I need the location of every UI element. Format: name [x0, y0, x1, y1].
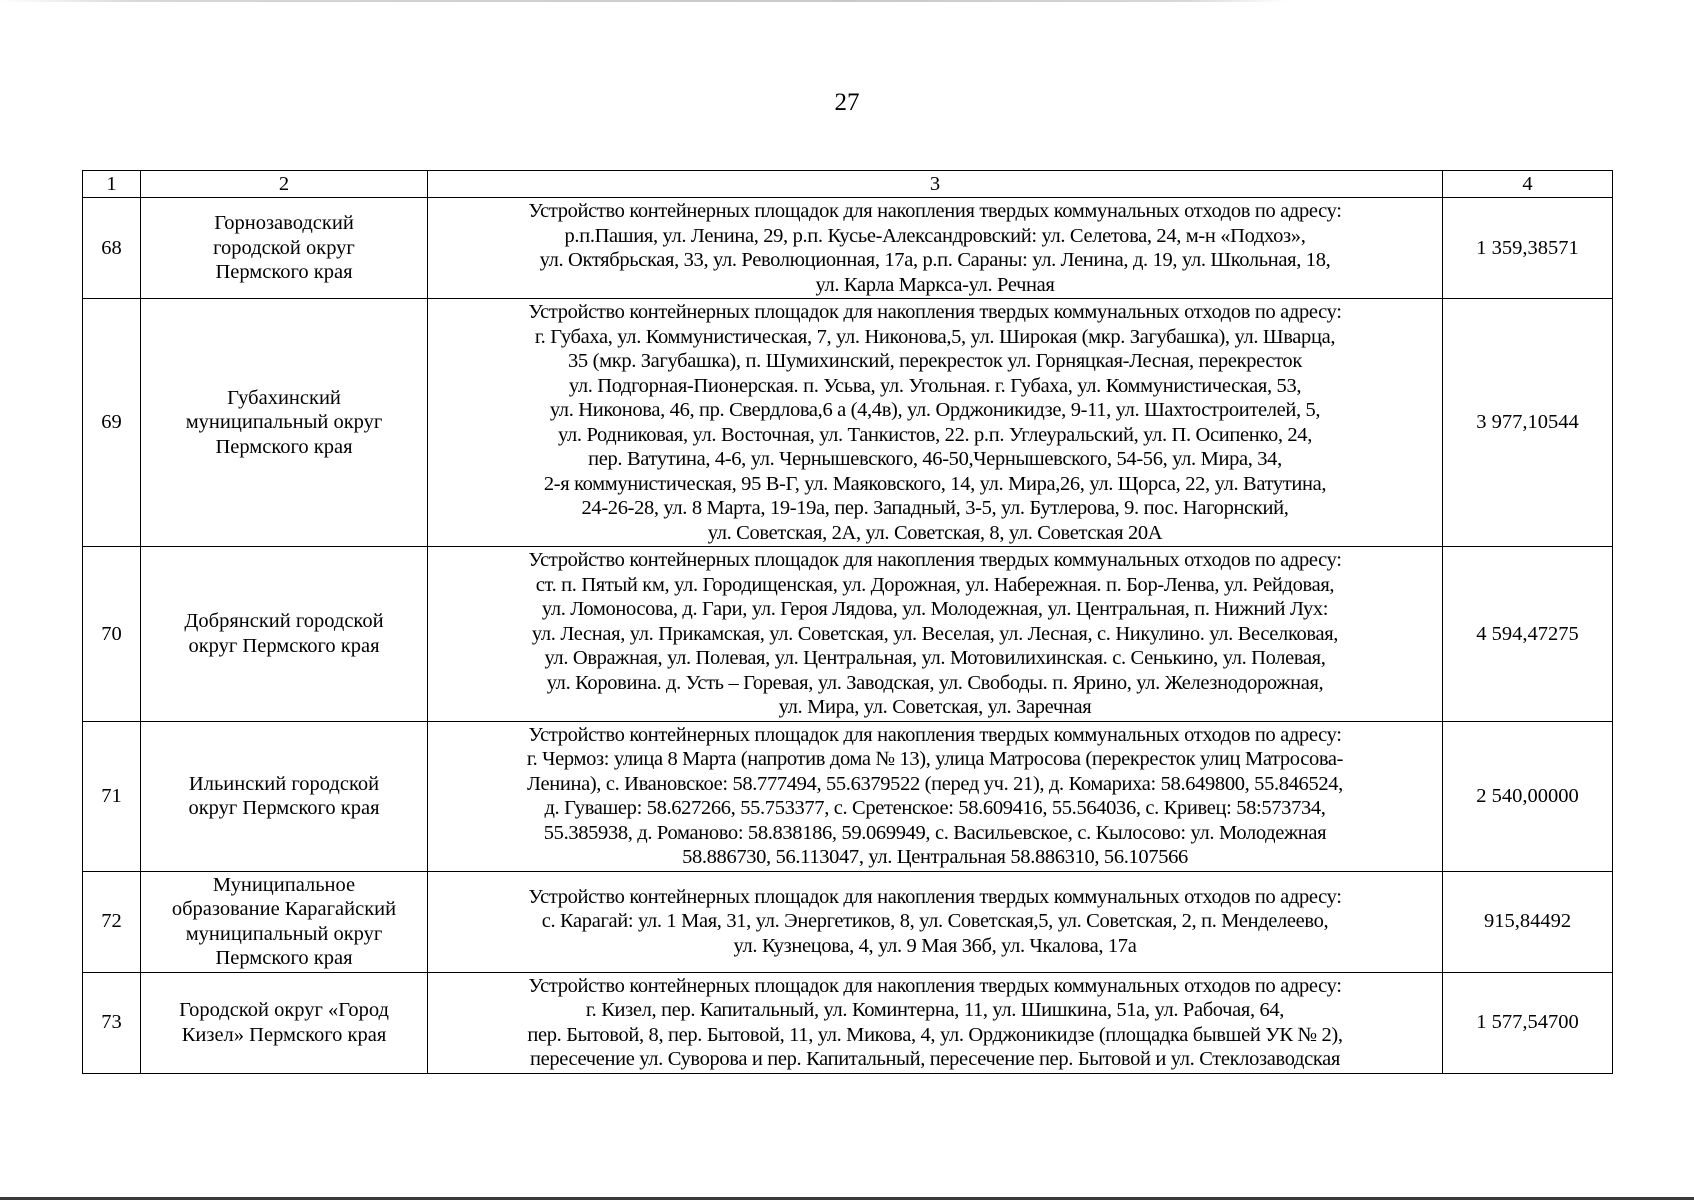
- description-line: ул. Карла Маркса-ул. Речная: [815, 273, 1055, 296]
- description-line: Устройство контейнерных площадок для накопления твердых коммунальных отходов по адресу:: [528, 723, 1342, 746]
- amount-cell: 4 594,47275: [1443, 547, 1613, 722]
- header-cell-3: 3: [428, 171, 1443, 198]
- description-line: Устройство контейнерных площадок для накопления твердых коммунальных отходов по адресу:: [528, 301, 1342, 323]
- table-row: [83, 547, 1613, 722]
- municipality-name-line: муниципальный округ: [185, 922, 383, 945]
- row-number-cell: 68: [83, 198, 141, 299]
- municipality-cell: [141, 871, 428, 972]
- description-line: г. Губаха, ул. Коммунистическая, 7, ул. Никонова,5, ул. Широкая (мкр. Загубашка), ул. Шварца,: [534, 325, 1336, 348]
- table-row: [83, 972, 1613, 1073]
- municipality-cell: [141, 972, 428, 1073]
- description-line: пер. Бытовой, 8, пер. Бытовой, 11, ул. Микова, 4, ул. Орджоникидзе (площадка бывшей УК № 2),: [527, 1023, 1343, 1046]
- description-line: Устройство контейнерных площадок для накопления твердых коммунальных отходов по адресу:: [528, 549, 1342, 571]
- amount-cell: 1 359,38571: [1443, 198, 1613, 299]
- table-row: [83, 198, 1613, 299]
- description-line: 2-я коммунистическая, 95 В-Г, ул. Маяковского, 14, ул. Мира,26, ул. Щорса, 22, ул. Ватутина,: [543, 472, 1327, 495]
- municipality-name-line: Городской округ «Город: [179, 999, 389, 1021]
- description-line: 24-26-28, ул. 8 Марта, 19-19а, пер. Западный, 3-5, ул. Бутлерова, 9. пос. Нагорнский,: [581, 497, 1289, 519]
- description-line: Ленина), с. Ивановское: 58.777494, 55.6379522 (перед уч. 21), д. Комариха: 58.649800, 55.846524,: [527, 772, 1343, 795]
- page-number: 27: [834, 89, 860, 116]
- description-cell: [428, 721, 1443, 871]
- row-number-cell: 70: [83, 547, 141, 722]
- municipality-name-line: Муниципальное: [212, 873, 356, 896]
- description-line: ул. Советская, 2А, ул. Советская, 8, ул. Советская 20А: [707, 521, 1163, 544]
- municipality-cell: [141, 721, 428, 871]
- scan-edge-top: [0, 0, 1694, 2]
- description-line: Устройство контейнерных площадок для накопления твердых коммунальных отходов по адресу:: [528, 974, 1342, 997]
- description-line: ул. Лесная, ул. Прикамская, ул. Советская, ул. Веселая, ул. Лесная, с. Никулино. ул. Веселковая,: [531, 622, 1339, 645]
- municipality-name-line: Пермского края: [215, 947, 353, 969]
- description-line: ул. Родниковая, ул. Восточная, ул. Танкистов, 22. р.п. Углеуральский, ул. П. Осипенко, 24,: [558, 423, 1312, 446]
- table-row: [83, 299, 1613, 547]
- description-line: пер. Ватутина, 4-6, ул. Чернышевского, 46-50,Чернышевского, 54-56, ул. Мира, 34,: [588, 448, 1282, 470]
- municipality-name-line: Губахинский: [227, 386, 341, 409]
- description-line: ст. п. Пятый км, ул. Городищенская, ул. Дорожная, ул. Набережная. п. Бор-Ленва, ул. Рейдовая,: [535, 573, 1335, 596]
- table-header-row: [83, 171, 1613, 198]
- description-line: ул. Коровина. д. Усть – Горевая, ул. Заводская, ул. Свободы. п. Ярино, ул. Железнодорожная,: [546, 671, 1324, 694]
- header-cell-4: 4: [1443, 171, 1613, 198]
- description-line: 58.886730, 56.113047, ул. Центральная 58.886310, 56.107566: [682, 846, 1188, 868]
- description-line: г. Кизел, пер. Капитальный, ул. Коминтерна, 11, ул. Шишкина, 51а, ул. Рабочая, 64,: [585, 999, 1285, 1021]
- document-table: [82, 170, 1613, 1074]
- description-line: ул. Подгорная-Пионерская. п. Усьва, ул. Угольная. г. Губаха, ул. Коммунистическая, 53,: [568, 374, 1302, 397]
- row-number-cell: 71: [83, 721, 141, 871]
- municipality-cell: [141, 547, 428, 722]
- municipality-cell: [141, 299, 428, 547]
- municipality-name-line: Добрянский городской: [184, 610, 384, 633]
- description-cell: [428, 972, 1443, 1073]
- description-line: 35 (мкр. Загубашка), п. Шумихинский, перекресток ул. Горняцкая-Лесная, перекресток: [568, 350, 1302, 372]
- municipality-name-line: городской округ: [213, 236, 355, 259]
- description-line: Устройство контейнерных площадок для накопления твердых коммунальных отходов по адресу:: [528, 885, 1342, 908]
- description-line: г. Чермоз: улица 8 Марта (напротив дома № 13), улица Матросова (перекресток улиц Матросова-: [526, 748, 1344, 770]
- row-number-cell: 73: [83, 972, 141, 1073]
- municipality-name-line: образование Карагайский: [171, 898, 397, 920]
- description-line: д. Гувашер: 58.627266, 55.753377, с. Сретенское: 58.609416, 55.564036, с. Кривец: 58:573734,: [544, 797, 1326, 819]
- description-line: ул. Никонова, 46, пр. Свердлова,6 а (4,4в), ул. Орджоникидзе, 9-11, ул. Шахтостроителей, 5,: [549, 399, 1321, 421]
- amount-cell: 1 577,54700: [1443, 972, 1613, 1073]
- municipality-cell: [141, 198, 428, 299]
- description-line: Устройство контейнерных площадок для накопления твердых коммунальных отходов по адресу:: [528, 200, 1342, 222]
- description-line: ул. Кузнецова, 4, ул. 9 Мая 36б, ул. Чкалова, 17а: [733, 934, 1137, 957]
- amount-cell: 915,84492: [1443, 871, 1613, 972]
- description-line: ул. Ломоносова, д. Гари, ул. Героя Лядова, ул. Молодежная, ул. Центральная, п. Нижний Лух:: [541, 598, 1329, 620]
- description-cell: [428, 871, 1443, 972]
- description-cell: [428, 198, 1443, 299]
- description-line: ул. Мира, ул. Советская, ул. Заречная: [778, 696, 1092, 718]
- table-body: [83, 171, 1613, 1074]
- row-number-cell: 72: [83, 871, 141, 972]
- municipality-name-line: Кизел» Пермского края: [181, 1023, 387, 1046]
- description-line: ул. Овражная, ул. Полевая, ул. Центральная, ул. Мотовилихинская. с. Сенькино, ул. Полевая,: [544, 647, 1326, 669]
- municipality-name-line: округ Пермского края: [188, 634, 380, 657]
- amount-cell: 3 977,10544: [1443, 299, 1613, 547]
- municipality-name-line: Пермского края: [215, 435, 353, 458]
- description-cell: [428, 299, 1443, 547]
- municipality-name-line: Ильинский городской: [188, 772, 380, 795]
- description-line: ул. Октябрьская, 33, ул. Революционная, 17а, р.п. Сараны: ул. Ленина, д. 19, ул. Школьная, 18,: [539, 249, 1331, 271]
- municipality-name-line: Горнозаводский: [214, 212, 354, 235]
- table-row: [83, 721, 1613, 871]
- header-cell-2: 2: [141, 171, 428, 198]
- municipality-name-line: Пермского края: [215, 261, 353, 284]
- description-line: р.п.Пашия, ул. Ленина, 29, р.п. Кусье-Александровский: ул. Селетова, 24, м-н «Подхоз»,: [564, 224, 1306, 247]
- row-number-cell: 69: [83, 299, 141, 547]
- amount-cell: 2 540,00000: [1443, 721, 1613, 871]
- table-row: [83, 871, 1613, 972]
- description-cell: [428, 547, 1443, 722]
- municipality-name-line: муниципальный округ: [185, 411, 383, 434]
- header-cell-1: 1: [83, 171, 141, 198]
- description-line: пересечение ул. Суворова и пер. Капитальный, пересечение пер. Бытовой и ул. Стеклозаводская: [530, 1048, 1340, 1070]
- description-line: 55.385938, д. Романово: 58.838186, 59.069949, с. Васильевское, с. Кылосово: ул. Молодежная: [543, 821, 1327, 844]
- description-line: с. Карагай: ул. 1 Мая, 31, ул. Энергетиков, 8, ул. Советская,5, ул. Советская, 2, п. Менделеево,: [541, 910, 1329, 933]
- municipality-name-line: округ Пермского края: [188, 797, 380, 819]
